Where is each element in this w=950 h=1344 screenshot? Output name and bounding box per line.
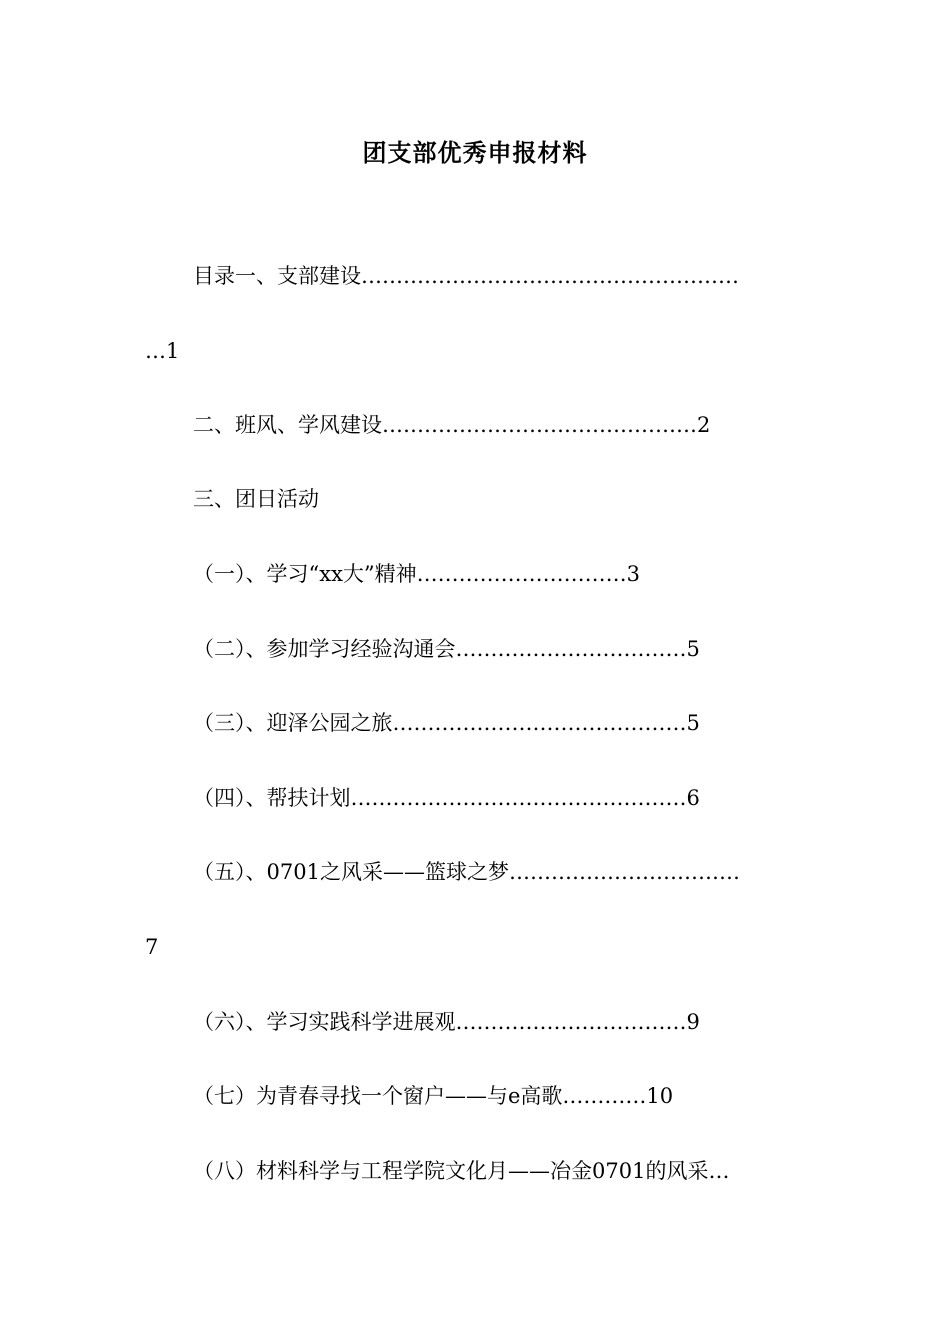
toc-line: 三、团日活动 — [193, 487, 319, 511]
page-title: 团支部优秀申报材料 — [362, 138, 588, 167]
toc-line: 7 — [145, 935, 159, 959]
toc-line: （二）、参加学习经验沟通会……………………………5 — [193, 637, 700, 661]
toc-line: （八）材料科学与工程学院文化月——冶金0701的风采… — [193, 1159, 730, 1183]
toc-line: （七）为青春寻找一个窗户——与e高歌…………10 — [193, 1084, 674, 1108]
toc-line: （五）、0701之风采——篮球之梦…………………………… — [193, 860, 740, 884]
toc-line: 目录一、支部建设……………………………………………… — [193, 264, 739, 288]
toc-line: （六）、学习实践科学进展观……………………………9 — [193, 1010, 700, 1034]
toc-line: …1 — [145, 339, 180, 363]
toc-line: 二、班风、学风建设………………………………………2 — [193, 413, 711, 437]
toc-line: （一）、学习“xx大”精神…………………………3 — [193, 562, 641, 586]
toc-line: （四）、帮扶计划…………………………………………6 — [193, 786, 700, 810]
toc-line: （三）、迎泽公园之旅……………………………………5 — [193, 711, 700, 735]
